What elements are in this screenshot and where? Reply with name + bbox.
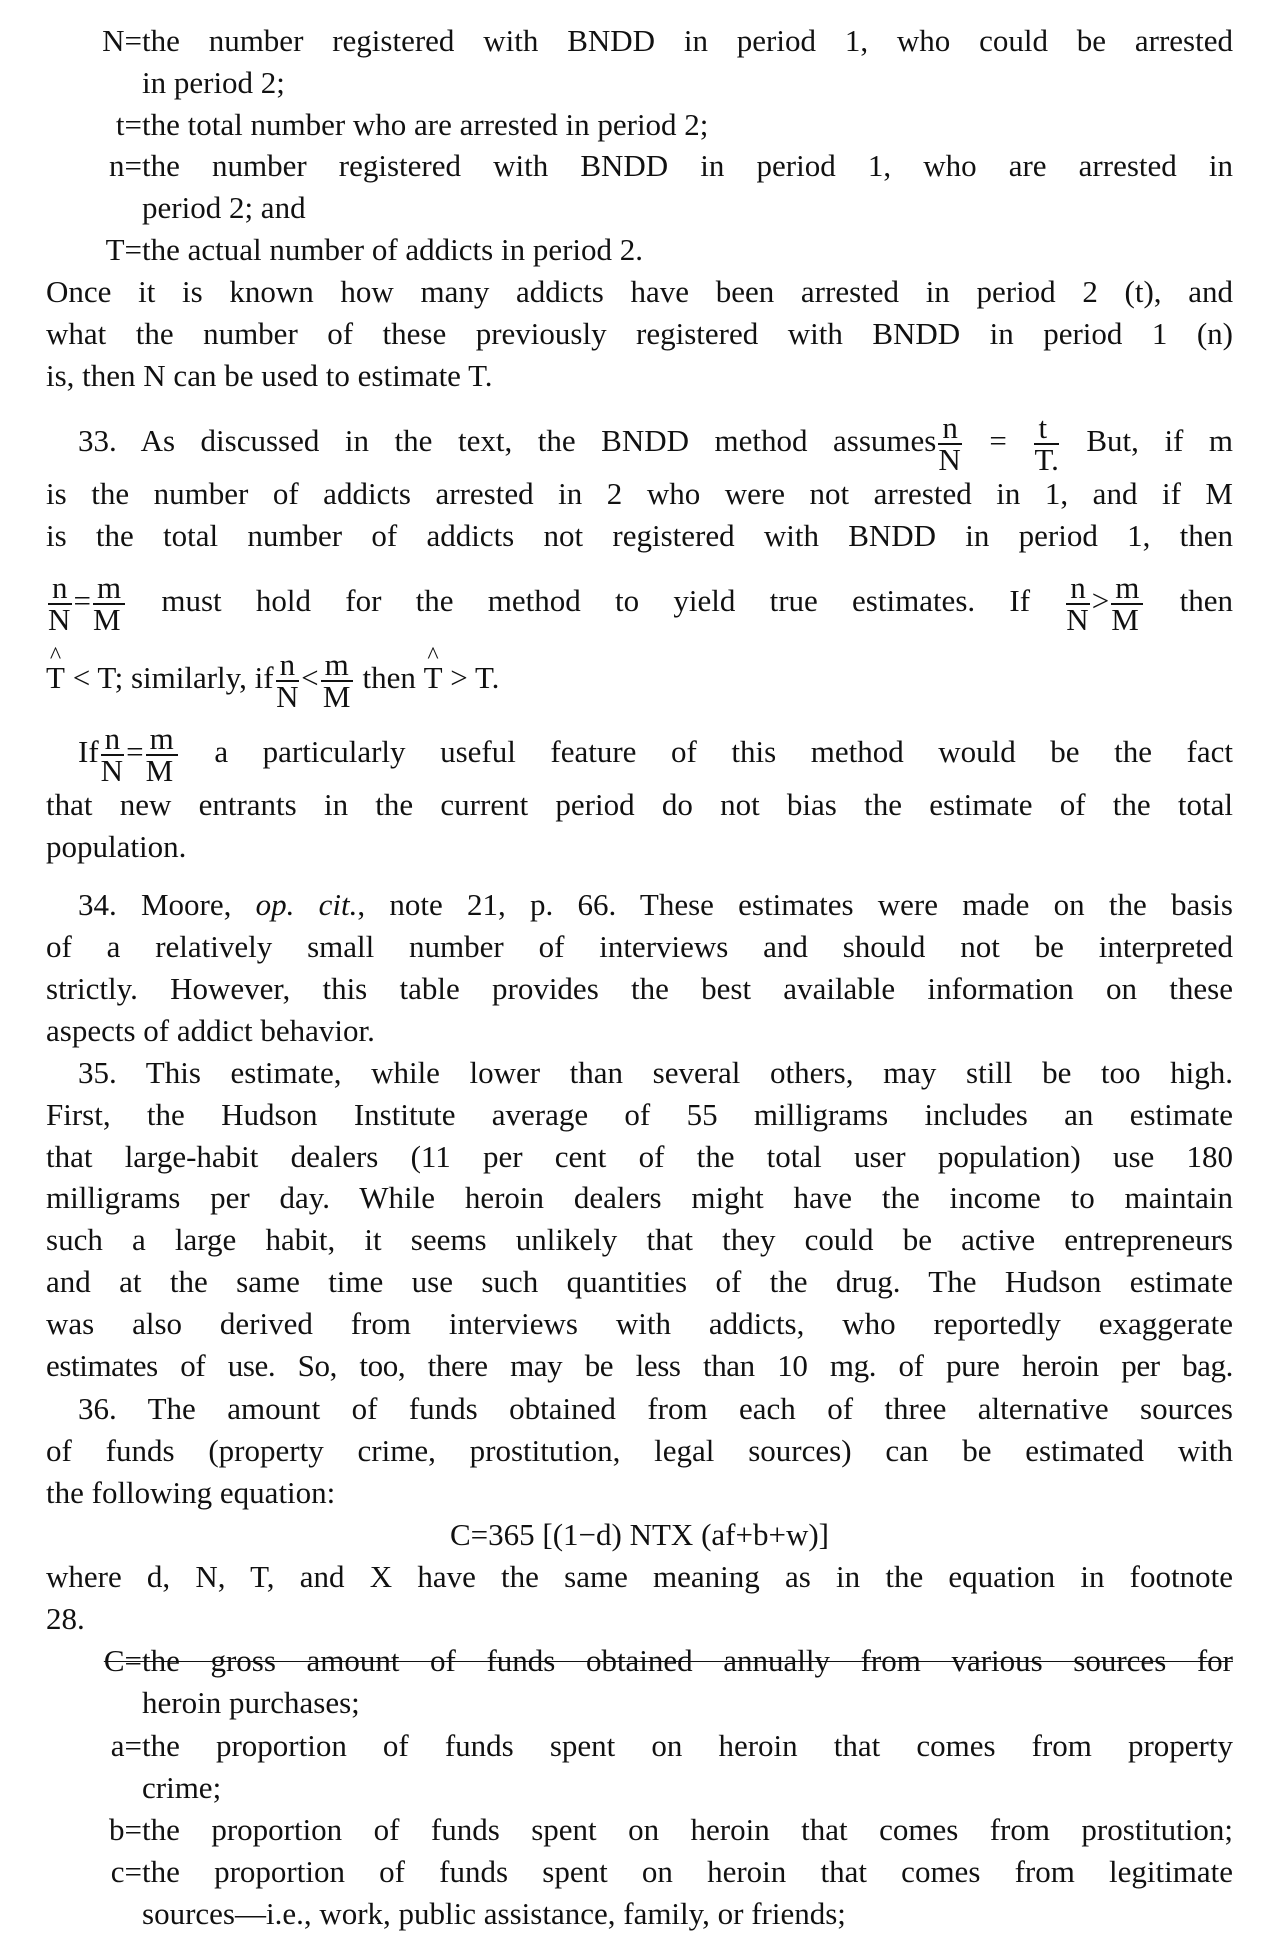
definition-T [46,229,1233,271]
def-symbol: N= [102,23,142,58]
text: then [362,660,416,696]
note-36-line: 28. [46,1601,85,1636]
note-36-line: of funds (property crime, prostitution, legal sources) can be estimated with [46,1433,1233,1468]
note-35-line: and at the same time use such quantities of the drug. The Hudson estimate [46,1264,1233,1299]
def-text: the number registered with BNDD in period 1, who could be arrested [142,23,1233,58]
note-36-line: where d, N, T, and X have the same meaning as in the equation in footnote [46,1559,1233,1594]
def-symbol: c= [110,1854,142,1889]
fraction-n-over-N: $\frac{n}{N}$ [48,570,71,637]
note-33-line: is the number of addicts arrested in 2 who were not arrested in 1, and if M [46,476,1233,511]
definition-C [46,1640,1233,1682]
text: But, if m [1086,423,1234,459]
note-35-line: was also derived from interviews with addicts, who reportedly exaggerate [46,1306,1233,1341]
def-text: the actual number of addicts in period 2. [142,232,644,267]
note-33-line: If $\frac{n}{N}$ = $\frac{m}{M}$ a particularly useful feature of this method would be the fact [78,721,1233,788]
text: a particularly useful feature of this method would be the fact [214,734,1233,770]
text: 33. As discussed in the text, the BNDD method assumes [78,423,937,459]
definition-t [46,104,1233,146]
t-hat: ^ T [46,657,65,699]
def-symbol: b= [109,1812,142,1847]
def-text: the proportion of funds spent on heroin that comes from property [142,1728,1233,1763]
def-text-cont: crime; [142,1770,222,1805]
note-33-line: population. [46,829,187,864]
fraction-m-over-M: $\frac{m}{M}$ [146,724,178,786]
def-symbol: n= [109,148,142,183]
note-35-line: 35. This estimate, while lower than several others, may still be too high. [78,1055,1233,1090]
note-33-line: is the total number of addicts not registered with BNDD in period 1, then [46,518,1233,553]
t-hat: ^ T [424,657,443,699]
note-35-line: estimates of use. So, too, there may be less than 10 mg. of pure heroin per bag. [46,1348,1233,1383]
def-symbol: C= [103,1643,142,1678]
fraction-m-over-M: $\frac{m}{M}$ [93,573,125,635]
note-35-line: First, the Hudson Institute average of 55 milligrams includes an estimate [46,1097,1233,1132]
def-text-cont: sources—i.e., work, public assistance, family, or friends; [142,1896,846,1931]
note-36-line: the following equation: [46,1475,336,1510]
def-text-cont: in period 2; [142,65,285,100]
note-34-line: 34. Moore, op. cit., note 21, p. 66. These estimates were made on the basis [78,887,1233,922]
note-35-line: milligrams per day. While heroin dealers might have the income to maintain [46,1180,1233,1215]
fraction-t-over-T: $\frac{t}{T.}$ [1034,410,1059,477]
text: > T. [450,660,500,696]
fraction-m-over-M: $\frac{m}{M}$ [1111,573,1143,635]
definition-N [46,20,1233,62]
definition-c [46,1851,1233,1893]
def-text: the gross amount of funds obtained annually from various sources for [142,1643,1233,1678]
fraction-n-over-N: $\frac{n}{N}$ [100,721,124,788]
note-35-line: such a large habit, it seems unlikely that they could be active entrepreneurs [46,1222,1233,1257]
paragraph-line: Once it is known how many addicts have been arrested in period 2 (t), and [46,274,1233,309]
def-symbol: t= [115,107,142,142]
note-34-line: strictly. However, this table provides the best available information on these [46,971,1233,1006]
text: If [78,734,99,770]
def-text: the proportion of funds spent on heroin that comes from prostitution; [142,1812,1233,1847]
note-33-line: ^ T < T; similarly, if $\frac{n}{N}$ < $\frac{m}{M}$ then ^ T > T. [46,650,1233,692]
text: < T; similarly, if [72,660,274,696]
text: then [1179,583,1234,619]
text: must hold for the method to yield true estimates. If [161,583,1031,619]
def-text: the total number who are arrested in period 2; [142,107,709,142]
fraction-n-over-N: $\frac{n}{N}$ [276,647,299,714]
note-33-line: $\frac{n}{N}$ = $\frac{m}{M}$ must hold for the method to yield true estimates. If $\frac{n}{N}$ > $\frac{m}{M}$ then [48,570,1234,637]
note-34-line: aspects of addict behavior. [46,1013,375,1048]
def-symbol: a= [110,1728,142,1763]
fraction-n-over-N: $\frac{n}{N}$ [938,410,961,477]
definition-a [46,1725,1233,1767]
fraction-m-over-M: $\frac{m}{M}$ [321,650,353,712]
def-text: the proportion of funds spent on heroin that comes from legitimate [142,1854,1233,1889]
op-cit: op. cit. [255,887,358,922]
definition-b [46,1809,1233,1851]
def-text: the number registered with BNDD in period 1, who are arrested in [142,148,1233,183]
note-33-line: that new entrants in the current period do not bias the estimate of the total [46,787,1233,822]
note-34-line: of a relatively small number of interviews and should not be interpreted [46,929,1233,964]
def-text-cont: period 2; and [142,190,306,225]
paragraph-line: what the number of these previously registered with BNDD in period 1 (n) [46,316,1233,351]
definition-n [46,145,1233,187]
equation: C=365 [(1−d) NTX (af+b+w)] [450,1517,829,1552]
note-35-line: that large-habit dealers (11 per cent of the total user population) use 180 [46,1139,1233,1174]
note-36-line: 36. The amount of funds obtained from each of three alternative sources [78,1391,1233,1426]
def-text-cont: heroin purchases; [142,1685,360,1720]
text: = [989,423,1007,459]
def-symbol: T= [105,232,142,267]
fraction-n-over-N: $\frac{n}{N}$ [1066,570,1089,637]
paragraph-line: is, then N can be used to estimate T. [46,358,493,393]
note-33-line [78,410,1234,477]
